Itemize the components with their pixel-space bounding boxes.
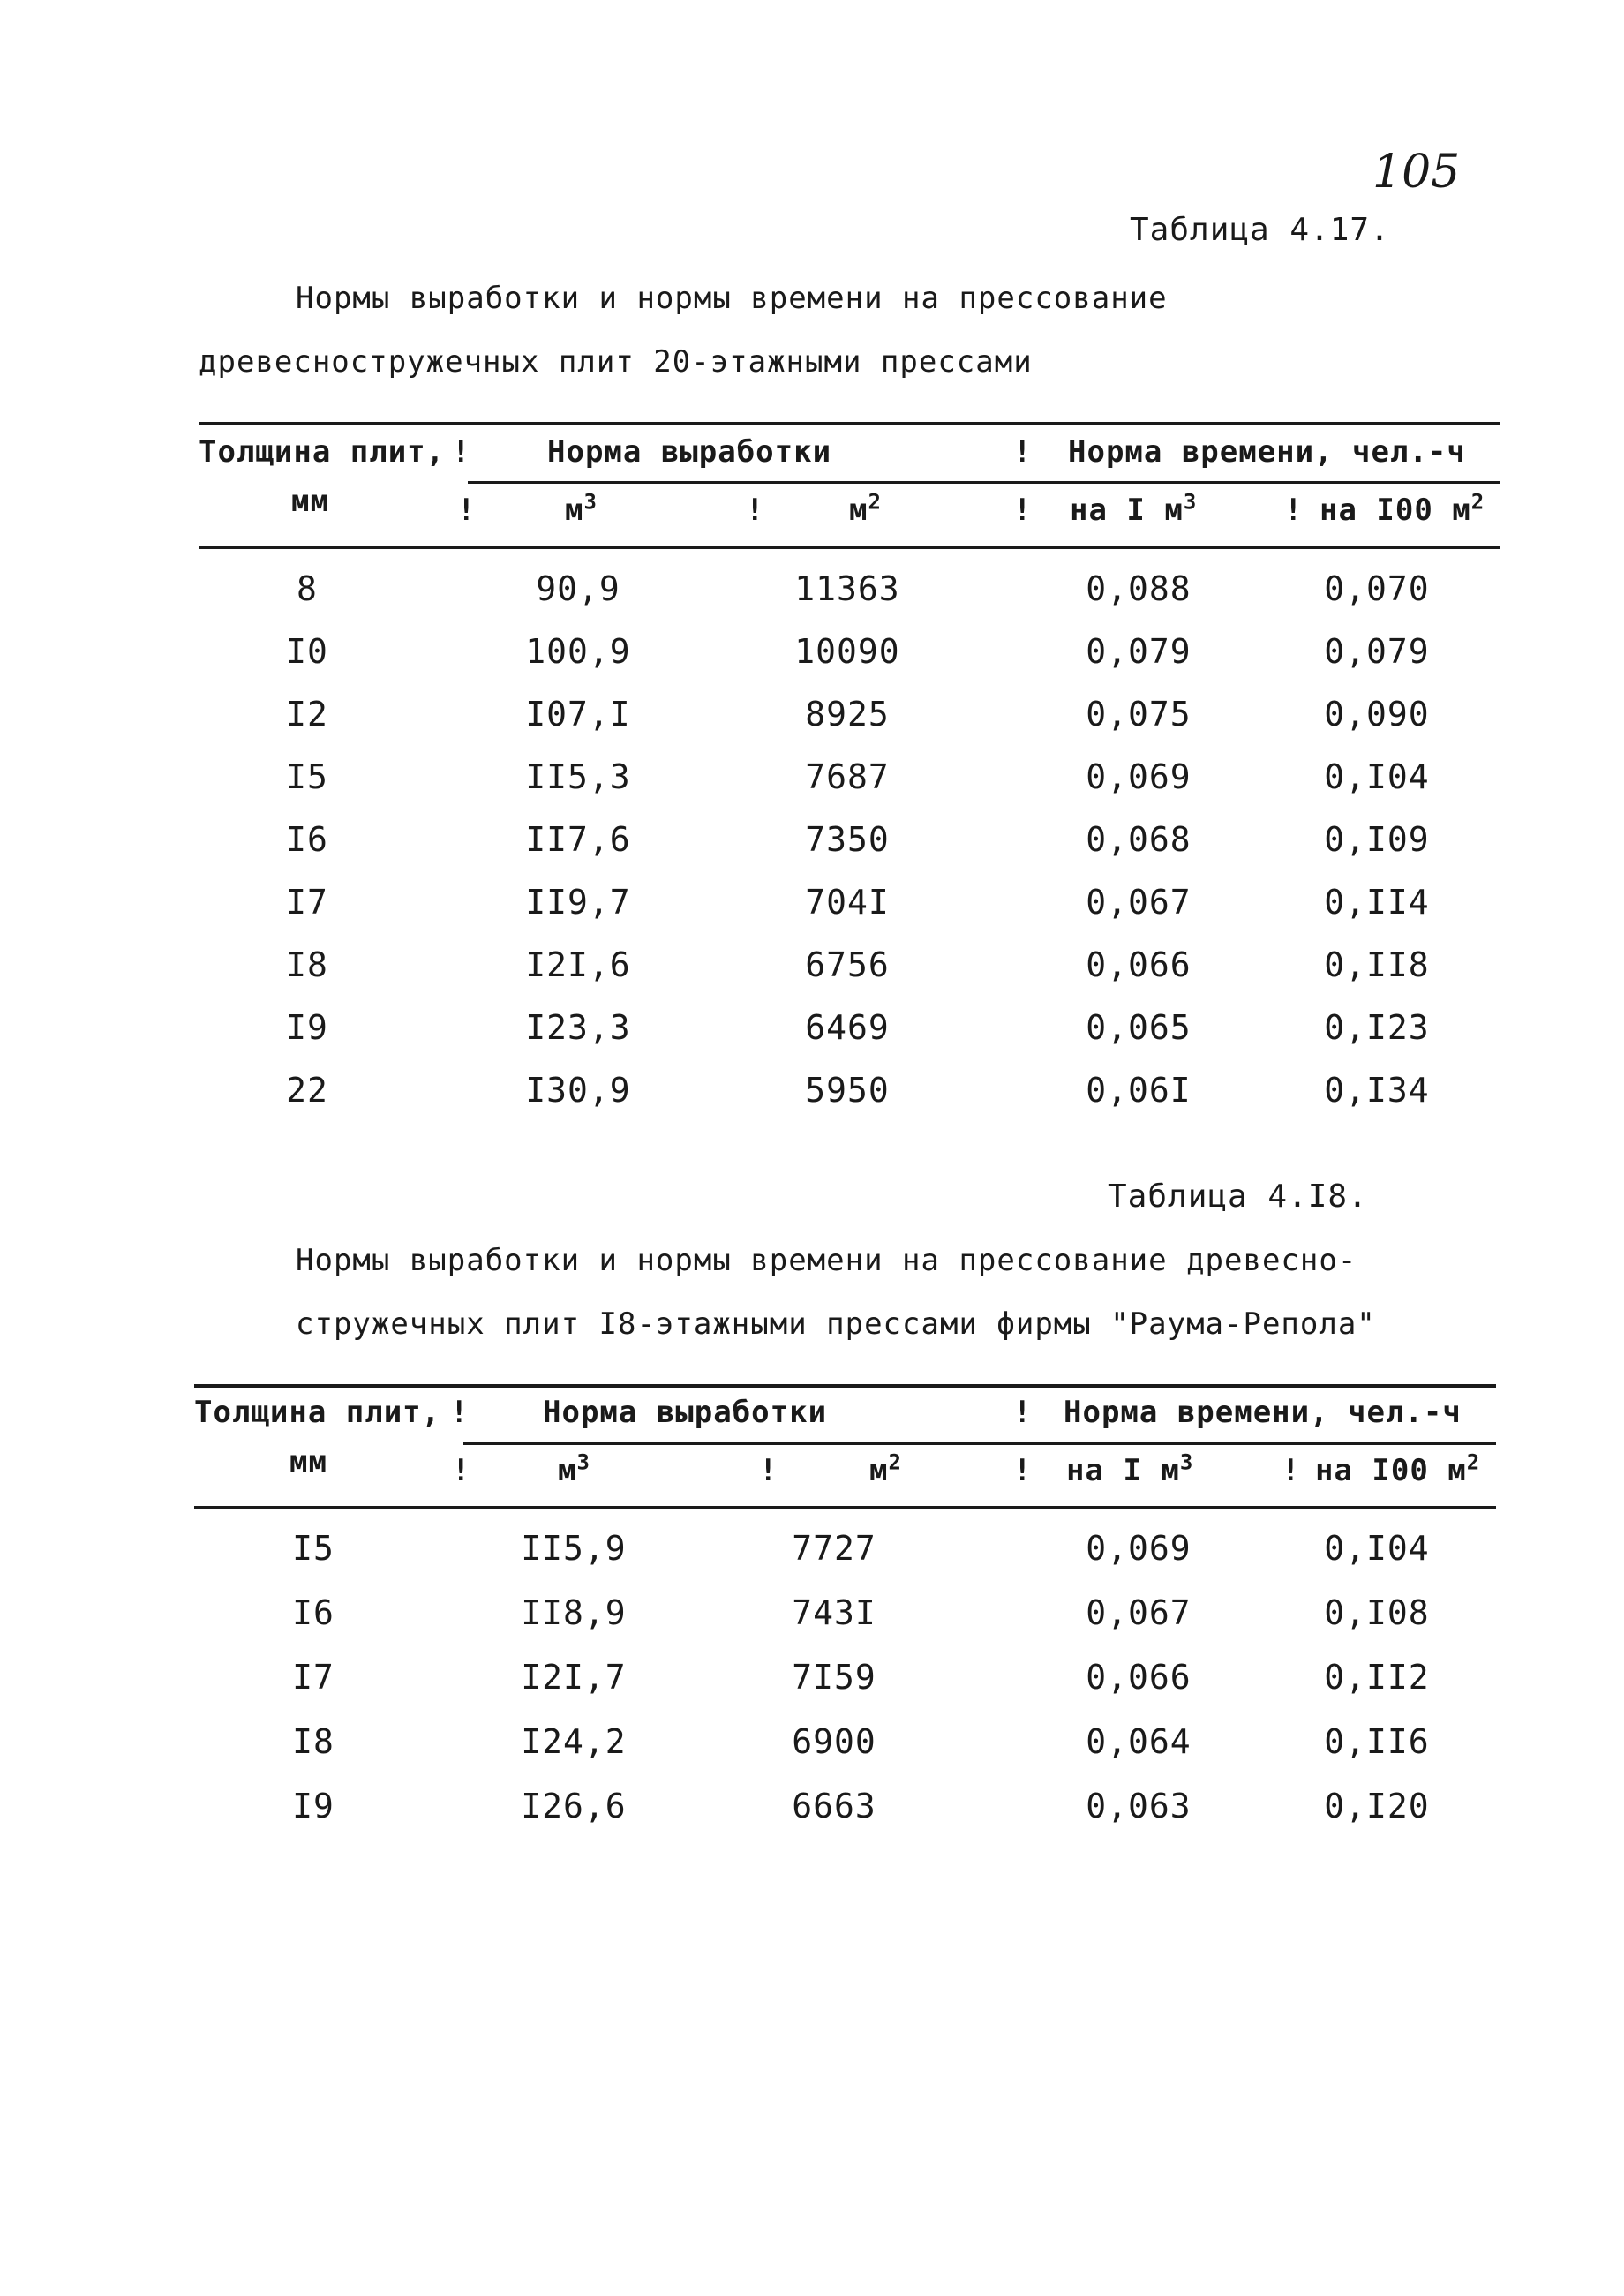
column-header-m3-exponent: 3 — [576, 1449, 590, 1475]
column-separator: ! — [450, 1395, 469, 1430]
column-separator: ! — [452, 1453, 470, 1488]
table-cell: 22 — [286, 1071, 328, 1110]
table-row — [0, 757, 1624, 820]
column-header-m3-text: м — [565, 493, 584, 528]
table-cell: 100,9 — [525, 632, 631, 671]
table-cell: 0,I04 — [1324, 757, 1430, 796]
table-cell: 11363 — [794, 569, 900, 608]
table-cell: 0,063 — [1086, 1787, 1192, 1826]
column-header-m3-text: м — [558, 1453, 577, 1488]
table-title-line: Нормы выработки и нормы времени на прессование древесно- — [296, 1243, 1357, 1278]
column-header-unit-mm: мм — [291, 484, 329, 519]
column-header-per-100-m2 — [1315, 1449, 1481, 1488]
table-cell: 0,I08 — [1324, 1593, 1430, 1632]
column-header-per-100-m2-text: на I00 м — [1315, 1453, 1467, 1488]
table-cell: I2I,7 — [521, 1658, 627, 1697]
table-row — [0, 695, 1624, 757]
table-cell: I24,2 — [521, 1722, 627, 1761]
column-header-per-100-m2 — [1320, 489, 1485, 528]
column-header-per-1-m3 — [1066, 1449, 1194, 1488]
table-row — [0, 1529, 1624, 1593]
table-cell: 90,9 — [536, 569, 620, 608]
table-caption: Таблица 4.17. — [1130, 212, 1390, 248]
table-cell: 7727 — [792, 1529, 876, 1568]
table-title-line: стружечных плит I8-этажными прессами фирмы "Раума-Репола" — [296, 1306, 1376, 1342]
column-header-m2-text: м — [849, 493, 868, 528]
column-header-m3 — [565, 489, 598, 528]
column-header-per-1-m3-exponent: 3 — [1179, 1449, 1194, 1475]
column-separator: ! — [457, 493, 476, 528]
top-rule — [199, 422, 1500, 425]
table-cell: I8 — [292, 1722, 335, 1761]
column-separator: ! — [759, 1453, 778, 1488]
column-header-per-1-m3-text: на I м — [1066, 1453, 1180, 1488]
header-bottom-rule — [199, 546, 1500, 549]
table-cell: 0,I34 — [1324, 1071, 1430, 1110]
table-row — [0, 883, 1624, 945]
table-cell: I6 — [286, 820, 328, 859]
column-group-output: Норма выработки — [547, 434, 832, 470]
table-row — [0, 632, 1624, 695]
column-separator: ! — [1282, 1453, 1300, 1488]
column-separator: ! — [452, 434, 470, 470]
column-header-thickness: Толщина плит, — [199, 434, 446, 470]
column-header-per-100-m2-text: на I00 м — [1320, 493, 1471, 528]
column-header-m2 — [849, 489, 882, 528]
table-cell: I30,9 — [525, 1071, 631, 1110]
table-cell: 0,075 — [1086, 695, 1192, 734]
table-cell: 6900 — [792, 1722, 876, 1761]
group-rule — [463, 1442, 1496, 1445]
column-separator: ! — [1013, 434, 1032, 470]
table-cell: 0,066 — [1086, 945, 1192, 984]
table-cell: I07,I — [525, 695, 631, 734]
column-header-per-1-m3-text: на I м — [1070, 493, 1184, 528]
table-cell: I26,6 — [521, 1787, 627, 1826]
column-header-per-1-m3-exponent: 3 — [1183, 489, 1198, 515]
column-header-m2-exponent: 2 — [888, 1449, 902, 1475]
table-cell: I8 — [286, 945, 328, 984]
table-cell: 0,068 — [1086, 820, 1192, 859]
table-row — [0, 1658, 1624, 1722]
table-cell: 7687 — [805, 757, 890, 796]
table-cell: I5 — [286, 757, 328, 796]
table-row — [0, 1787, 1624, 1851]
table-cell: 0,I09 — [1324, 820, 1430, 859]
table-cell: 0,066 — [1086, 1658, 1192, 1697]
table-title-line: древесностружечных плит 20-этажными прессами — [199, 344, 1033, 380]
table-cell: 7350 — [805, 820, 890, 859]
group-rule — [468, 481, 1500, 484]
table-row — [0, 1593, 1624, 1658]
table-cell: 0,065 — [1086, 1008, 1192, 1047]
table-title-line: Нормы выработки и нормы времени на прессование — [296, 281, 1168, 316]
table-cell: 6756 — [805, 945, 890, 984]
column-header-m2 — [869, 1449, 902, 1488]
table-cell: II9,7 — [525, 883, 631, 922]
table-cell: 0,069 — [1086, 757, 1192, 796]
header-bottom-rule — [194, 1506, 1496, 1509]
table-cell: 6663 — [792, 1787, 876, 1826]
table-cell: 0,079 — [1086, 632, 1192, 671]
table-cell: II7,6 — [525, 820, 631, 859]
column-separator: ! — [1013, 1395, 1032, 1430]
table-cell: I23,3 — [525, 1008, 631, 1047]
table-caption: Таблица 4.I8. — [1108, 1178, 1368, 1215]
table-cell: 7I59 — [792, 1658, 876, 1697]
column-group-time: Норма времени, чел.-ч — [1068, 434, 1466, 470]
table-cell: 0,I04 — [1324, 1529, 1430, 1568]
table-cell: II5,3 — [525, 757, 631, 796]
table-cell: 0,064 — [1086, 1722, 1192, 1761]
table-cell: 0,067 — [1086, 883, 1192, 922]
page-number: 105 — [1372, 146, 1461, 199]
table-cell: 0,II2 — [1324, 1658, 1430, 1697]
table-cell: II5,9 — [521, 1529, 627, 1568]
table-cell: 743I — [792, 1593, 876, 1632]
table-cell: I9 — [292, 1787, 335, 1826]
table-cell: 0,067 — [1086, 1593, 1192, 1632]
table-cell: 6469 — [805, 1008, 890, 1047]
table-cell: I5 — [292, 1529, 335, 1568]
table-row — [0, 569, 1624, 632]
table-cell: 0,II4 — [1324, 883, 1430, 922]
table-cell: I0 — [286, 632, 328, 671]
column-header-m2-exponent: 2 — [868, 489, 882, 515]
column-header-per-100-m2-exponent: 2 — [1466, 1449, 1481, 1475]
table-cell: I7 — [286, 883, 328, 922]
table-cell: 10090 — [794, 632, 900, 671]
column-header-thickness: Толщина плит, — [194, 1395, 441, 1430]
table-cell: 0,I20 — [1324, 1787, 1430, 1826]
table-cell: 0,II6 — [1324, 1722, 1430, 1761]
table-cell: 0,090 — [1324, 695, 1430, 734]
table-cell: 8 — [297, 569, 318, 608]
table-cell: 5950 — [805, 1071, 890, 1110]
table-cell: I6 — [292, 1593, 335, 1632]
table-row — [0, 820, 1624, 883]
table-cell: I2I,6 — [525, 945, 631, 984]
column-header-unit-mm: мм — [289, 1444, 327, 1479]
table-cell: 8925 — [805, 695, 890, 734]
table-cell: 704I — [805, 883, 890, 922]
table-cell: I2 — [286, 695, 328, 734]
column-separator: ! — [1013, 493, 1032, 528]
table-cell: 0,070 — [1324, 569, 1430, 608]
table-cell: 0,I23 — [1324, 1008, 1430, 1047]
table-cell: 0,079 — [1324, 632, 1430, 671]
table-cell: I9 — [286, 1008, 328, 1047]
column-separator: ! — [1013, 1453, 1032, 1488]
top-rule — [194, 1384, 1496, 1388]
column-group-output: Норма выработки — [543, 1395, 828, 1430]
table-cell: 0,II8 — [1324, 945, 1430, 984]
table-cell: II8,9 — [521, 1593, 627, 1632]
column-header-per-1-m3 — [1070, 489, 1198, 528]
table-row — [0, 1071, 1624, 1133]
column-separator: ! — [1284, 493, 1303, 528]
table-cell: 0,088 — [1086, 569, 1192, 608]
column-group-time: Норма времени, чел.-ч — [1064, 1395, 1462, 1430]
table-cell: I7 — [292, 1658, 335, 1697]
column-header-m3-exponent: 3 — [583, 489, 598, 515]
column-header-m2-text: м — [869, 1453, 889, 1488]
table-row — [0, 945, 1624, 1008]
column-header-m3 — [558, 1449, 590, 1488]
column-separator: ! — [746, 493, 764, 528]
table-row — [0, 1008, 1624, 1071]
column-header-per-100-m2-exponent: 2 — [1470, 489, 1485, 515]
table-cell: 0,069 — [1086, 1529, 1192, 1568]
table-cell: 0,06I — [1086, 1071, 1192, 1110]
table-row — [0, 1722, 1624, 1787]
